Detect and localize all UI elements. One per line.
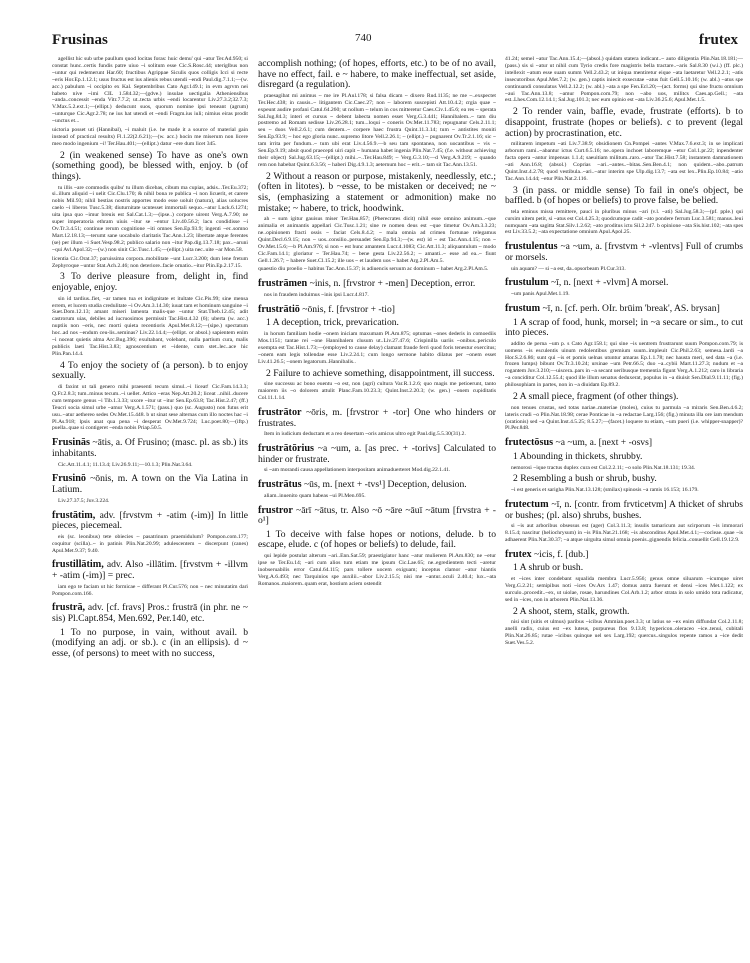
headword: frustrāmen	[258, 278, 308, 290]
entry-frusino	[52, 474, 248, 504]
headword: frutectōsus	[505, 437, 554, 449]
citations: licentia Cic.Orat.37; paruissima corpora..mobilitate ~unt Lucr.3.200; dum lene fretum Zephyroque ~untur Stat.Ach.2.46; non deteriore..facie ornatio..~itur Plin.Ep.2.17.15.	[52, 255, 248, 269]
headword: frustror	[258, 504, 293, 516]
entry-frutex	[505, 550, 743, 647]
entry-frustra	[52, 603, 248, 659]
entry-definition: adv. Also -illātim. [frvstvm + -illvm + -atim (-im)] = prec.	[52, 559, 248, 581]
entry-definition: ~a ~um, a. [frvstvm + -vlentvs] Full of crumbs or morsels.	[505, 241, 743, 263]
headword: frustum	[505, 302, 541, 314]
citations: aliam..inuenito quam habeas ~ui Pl.Men.695.	[264, 492, 366, 499]
sense-definition: accomplish nothing; (of hopes, efforts, etc.) to be of no avail, have no effect, fail. e ~ habere, to make ineffectual, set aside, disregard (a regulation).	[258, 58, 496, 91]
page-number: 740	[355, 32, 372, 44]
sense-definition: 3 (in pass. or middle sense) To fail in one's object, be baffled. b (of hopes or beliefs) to prove false, be belied.	[505, 184, 743, 207]
entry-frustulentus	[505, 242, 743, 272]
sense-definition: 4 To enjoy the society of (a person). b to enjoy sexually.	[52, 359, 248, 382]
column-2	[258, 56, 496, 956]
citations: in horum familiam hodie ~onem iniciam maxumam Pl.Am.875; optumas ~ones dederis in comoediis Mos.1151; tantae rei ~one Hannibalem clusum ut..Liv.27.47.6; Crispinilla uariis ~onibus..periculo exempta est Tac.Hist.1.73;—(employed to cause delay) clamant fraude ferri quod foris tenestur exercitus; ~onem eam legis tollendae esse Liv.2.24.1; cum longo sermone habito dilatus per ~onem esset Liv.41.26.5; ~onem legatorum..Hannibalis..	[258, 331, 496, 365]
headword: frutectum	[505, 498, 549, 510]
entry-frustulum	[505, 278, 743, 298]
entry-definition: ~ārī ~ātus, tr. Also ~ō ~āre ~āuī ~ātum [frvstra + -o¹]	[258, 504, 496, 527]
headword: frustrātōrius	[258, 443, 315, 454]
sense-definition: 2 A shoot, stem, stalk, growth.	[513, 605, 630, 617]
sense-definition: 2 To render vain, baffle, evade, frustrate (efforts). b to disappoint, frustrate (hopes or beliefs). c to prevent (legal action) by procrastination, etc.	[505, 106, 743, 139]
citations: sine successu ac bono euentu ~o est, non (agri) cultura Var.R.1.2.6; quo magis me petioerunt, tanto maiorem iis ~o dolorem attulit Planc.Fam.10.23.3; Quint.Inst.2.20.3; (w. gen.) ~onem cupiditatis Col.11.1.14.	[258, 381, 496, 401]
entry-frutectosus	[505, 438, 743, 494]
headword: frustrātiō	[258, 303, 300, 315]
citations: nos in fraudem induimus ~inis ipsi Lucr.4.817.	[264, 291, 369, 298]
sense-definition: 1 To no purpose, in vain, without avail. b (modifying an adj. or sb.). c (in an ellipsis). d ~ esse, (of persons) to meet with no success,	[52, 626, 248, 659]
entry-definition: ~inis, n. [frvstror + -men] Deception, error.	[307, 278, 476, 290]
entry-frustillatim	[52, 560, 248, 597]
entry-frustratus	[258, 480, 496, 500]
citations: uin aquam? — si ~a est, da..opsorbeam Pl.Cur.313.	[511, 265, 626, 272]
headword: frustātim,	[52, 509, 96, 521]
sense-definition: 3 To derive pleasure from, delight in, find enjoyable, enjoy.	[52, 271, 248, 294]
citations: qui lepide postulat alterum ~ari..Enn.Sat.59; praestigiator hanc ~atur mulierem Pl.Am.830; ne ~etur ipse se Ter.Eu.14; ~ari cum alios tum etiam me ipsum Cic.Lae.65; ne..egredientem tecti ~aretur inobseruabilis error Catul.64.115; pars tollere uocem exiguam; inceptus clamor ~atur hiantis Verg.A.6.493; nec Tarquinios spe auxilii..~abor Liv.2.15.5; nisi me ~antur..oculi 2.40.4; lux..~ata Romanos..maiorem..quam erat, hostium aciem ostendit	[258, 552, 496, 587]
entry-definition: ~ōnis, m. A town on the Via Latina in Latium.	[52, 473, 248, 495]
entry-definition: ~ātis, a. Of Frusino; (masc. pl. as sb.) its inhabitants.	[52, 437, 248, 459]
headword: frustrātus	[258, 479, 302, 491]
sense-definition: 2 (in weakened sense) To have as one's own (something good), be blessed with, enjoy. b (of things).	[52, 149, 248, 182]
citations: uictoria posset uti (Hannibal), ~i maluit (i.e. he made it a source of material gain instead of practical results) Fl.1.22(2.6.21);—(w. acc.) hocin me miserum non licere meo modo ingenium ~i! Ter.Hau.401;—(ellipt.) datur ~ere dum licet 345.	[52, 127, 248, 147]
entry-definition: ~ōris, m. [frvstror + -tor] One who hinders or frustrates.	[258, 406, 496, 429]
entry-frustum	[505, 304, 743, 432]
entry-frustatim	[52, 511, 248, 555]
citations: eis (sc. leonibus) tete obiecies ~ pasatrinum praemidulum? Pompon.com.177; coquitur (scilla)..~ in patinis Plin.Nat.20.99; adulescentem ~ discerpunt (canes) Apul.Met.9.37; 9.40.	[52, 533, 248, 554]
citations: praesagibat mi animus ~ me ire Pl.Aul.178; si falsa dicam ~ dixero Rud.1135; ne me ~..exspectet Ter.Hec.438; in causis..~ litigantem Cic.Caec.27; non ~ laborem suscepisti Att.10.4.2; crgia quae ~ expeunt audire profani Catul.64.260; ut nollum ~ telum in cos mitteretur Caes.Civ.1.45.6; ea res ~ sperata Sal.Jug.84.3; interi et cursus ~ debent labecta nomen esset Verg.G.3.441; Hannibalem..~ tam diu postremo ad Romam sedisse Liv.26.28.1; tum...loqui ~ coneris Ov.Met.11.783; repugnatur Cels.2.11.1; seu ~ duos Vell.2.6.1; cum dentem..~ corpere haec frustra Quint.11.3.14; tum ~ antistites moniti Sen.Ep.93.9; ~ hoc ego gloria nunc..supremo litore Vell.2.26.1; ~ (ellipt.) ~ pugnarent Ov.Tr.2.1.16; sic ~ tam irrita per fundum..~ tum ubi erat Liv.4.56.9.—b seu tam spontanea, non uocantibus ~ vis ~ Sen.Ep.9.19; absit quod praecepti uiri capit ~ humana habet ingenia Plin.Nat.7.45; (f.e. without achieving their object) Sal.Jug.63.15;—(ellipt.) mihi..~..Ter.Hau.849; ~ Verg.G.3.10;—d Verg.A.9.219; ~ quando rem non habebat Quint.6.3.56; ~ haberi Dig.4.9.1.3; aeternum hoc ~ erit..~ tam sit Tac.Ann.13.51.	[258, 92, 496, 168]
citations: militarem impetum ~ati Liv.7.38.9; obsidionem Cn.Pompei ~antes V.Max.7.6.ext.3; in se implicati arborum rami..~abantur ictus Curt.6.5.16; ne..opera inchoet laboremque ~etur Col.1.pr.22; inpendenter facta opera ~antur impensas 1.1.4; saeuitiam militum..raro..~atur Tac.Hist.7.58; instantem damnationem ~ati Ann.16.8; (absol.) Coprias ~ari..~antes..~bitas..Sen.Ben.4.1; non quidem..~abo..patrum Quint.Inst.4.2.78; quod vestibula..~ari..~atur interim spe Ulp.dig.13.7; ~ata est lex..Plin.Ep.10.84; ~atio Tac.Ann.14.44; ~etur Plin.Nat.2.116.	[505, 141, 743, 182]
citations: di faxint ut tali genero mihi praesenti tecum simul..~i liceat! Cic.Fam.14.3.3; Q.Fr.2.8.3; tum..minus tecum..~i uellet. Attico ~eras Nep.Att.20.2; liceat ..nihil..ducere cum tempore genus ~i Tib.1.3.33; uxore ~itur ut ~itur Sen.Ep.63.8; Tac.Hist.2.47; (ff.) Teucri socia simul urbe ~amur Verg.A.1.571; (pass.) quo (sc. Augusto) non futus erit usu..~atur aethereo sedes Ov.Met.15.448. b ut sinat sese alternas cum illo noctes hac ~i Pl.As.918; lpsis anat qua pena ~i desperat Ov.Met.9.724; Luc.poet.80;—(iftp.) puella..quae si contigeret ~enda nobis Priap.50.5.	[52, 383, 248, 432]
citations: si ~is aut arboribus obsessus est (ager) Col.3.11.3; insulis tamaricum aut scirporum ~is immorari 8.15.4; nascitur (heliochrysum) in ~is Plin.Nat.21.168; ~is absconditus Apul.Met.4.1;—cocleae..quae ~is adhaerent Plin.Nat.30.37; ~a atque uirgulta simul omnia poenis..gignendis felicia..conuellit Gell.19.12.9.	[505, 523, 743, 543]
entry-frustratio	[258, 305, 496, 402]
citations: tela eminus missa remittere, pauci in pluribus minus ~ari (v.l. ~ati) Sal.Jug.58.3;—(pf. pple.) qui cursim uitem petit, si ~atus est Col.4.25.3; quodcumque cadit ~ato pondere ferrum Luc.3.581; manus..leui numquam ~ata sagitta Stat.Silv.1.2.62; ~ato proditus ictu Sil.2.247. b opinione ~ata Sis.hist.102; ~ata spes est Liv.33.5.2; ~ata expectatione omnium Apul.Apol.25.	[505, 208, 743, 236]
headword: frutex	[505, 548, 532, 560]
headword: Frusinās	[52, 437, 90, 449]
entry-frustramen	[258, 279, 496, 299]
column-3	[505, 56, 743, 956]
citations: non tenues crustas, sed totas nariae..materiae (moles), cuius tu parmula ~a miraris Sen.Ben.4.6.2; lateris crudi ~o Plin.Nat.18.98; cerae Ponticae in ~a redactae Larg.156; (fig.) minuta illa ore iam mendum (orationis) sed ~a Quint.Inst.4.5.25; 8.5.27;—(facet.) loquere tu etiam, ~um pueri (i.e. whipper-snapper)? Pl.Per.848.	[505, 404, 743, 432]
headword: frustrātor	[258, 406, 302, 418]
citations: tu illis ~are commodis quibu' tu illum dicebas, cibum ma cupias, adsis...Ter.Eu.372; si..illum aliquid ~i uelit Cic.Clu.170; & nihil bona re publica ~i non licuerit, et carere nobis Mil.93; nihil bestias nostris apportes modo esse uoluit (natura), alias uolucres caelo ~i liberos Tusc.5.38; diuturnitate ucntesset immortali sequo..~atur Luck.6.1274; uita ipsa quo ~imur breuis est Sal.Cat.1.3;—(ipse..) corpore uirent Verg.A.7.90; ne super imperatoria ethram uiuis ~itur se ~entur Liv.40.56.2; lacu condidisse ~i Ov.Tr.3.4.51; continue rerum cognitione ~iti omnes Sen.Ep.93.9; ingenti ~er..somno Mart.12.18.13;—terumt sane uocabulo claritatis Tac.Ann.1.23; libertate atque ferentes (se) per illum ~i Suet.Vesp.98.2; publico salario non ~itur Pap.dig.13.7.18; pax..~aruni ~qui Avl.Apol.32;—(w.) non sinit Cic.Tusc.1.45;—(ellipt.) uita nec..uite ~ar Mon.58.	[52, 184, 248, 253]
entry-frustror	[258, 506, 496, 588]
citations: nemorosi ~ique tractus duplex cura est Col.2.2.11; ~o solo Plin.Nat.18.131; 19.34.	[511, 464, 696, 471]
sense-definition: 1 A scrap of food, hunk, morsel; in ~a secare or sim., to cut into pieces.	[505, 316, 743, 339]
headword: frustulum	[505, 277, 549, 289]
headword: frustillātim,	[52, 559, 104, 571]
running-head-first-word: Frusinas	[52, 32, 108, 48]
sense-definition: 2 Without a reason or purpose, mistakenly, needlessly, etc.; (often in litotes). b ~esse, to be mistaken or deceived; ne ~ sis, (emphasizing a statement or admonition) make no mistake; ~ habere, to trick, hoodwink.	[258, 170, 496, 214]
sense-definition: 1 A deception, trick, prevarication.	[266, 317, 399, 329]
citations: ah ~ sum igitur gauisus miser Ter.Hau.857; (Pherecrates dicit) nihil esse omnino animum..~que animalia et animantis appellari Cic.Tusc.1.21; sine re nomen deus est ~que timetur Ov.Am.3.3.23; ne..opinionem fracti ossis ~ faciat Cels.8.4.2; ~ mala omnia ad crimen fortunae relegamus Quint.Decl.6.9.15; non ~ uos..consilio..persuadet Sen.Ep.94.3;—(w. est) id ~ est Tac.Ann.4.15; non ~ Ov.Met.15.6;—b Pl.Am.976; si non ~ est hunc amantem Lucr.4.1083; Cic.Att.11.3; aliquantulum ~ modo Cic.Fam.14.1; gloriatur ~ Ter.Hau.74; ~ bene gesta Liv.22.56.2; ~ amanti..~ esse ad ea..~ fiunt Gell.1.26.7; ~ habere Suet.Cl.15.2; ille uos ~ et laudem uos ~ habet Arg.2.Pl.Am.5.	[258, 216, 496, 264]
citations: Item in iudicium deductam et a reo desertam ~oris amicus ultro egit Paul.dig.5.5.30(31).2.	[264, 431, 466, 438]
entry-frusinas	[52, 438, 248, 468]
sense-definition: 1 A shrub or bush.	[513, 562, 584, 574]
entry-definition: ~ī, n. [contr. from frvticetvm] A thicket of shrubs or bushes; (pl. also) shrubs, bushes.	[505, 498, 743, 521]
citations: ~um panis Apul.Met.1.19.	[511, 291, 570, 298]
headword: frustulentus	[505, 241, 558, 253]
entry-definition: ~ūs, m. [next + -tvs¹] Deception, delusion.	[301, 479, 467, 491]
citations: 41.24; semel ~atur Tac.Ann.15.4;—(absol.) quidam statera indicant..~ auto diligentia Plin.Nat.18.181;—(pass.) sis si ~atur ut nihil cum Tyrio credis fore magistris bella tractare..~aris Sal.8.30 (w.i.) (ff. plc.) intellexit ~atum esse suam summ Vell.2.43.2; ut iniqua mentiretur eique ~ata laetaretur Vell.2.2.1; ~atis insecutoribus Apul.Met.7.2; (w. gen.) captis iniecit exsecutae ~atus fuit Gell.5.10.16; (w. abl.) ~atus spe continuandi consulatus Vell.2.12.2; (w. abl.) ~ata a spe Fen.Ecl.20;—(act. forms) qui sine fructu omnium ~aui Tac.Ann.13.8; ~amur Pompon.com.79; non ~abo uos, militcs Caes.ap.Gell.; ~ata est..Lhes.Com.12.14.1; Sal.Jug.101.3; nec eum opinio est ~ata Liv.36.25.6; Apul.Met.1.5.	[505, 56, 743, 104]
citations: nisi sint (uitis et ulmus) paribus ~icibus Ammian.poet.3.3; ut latius se ~ex enim diffundat Col.2.11.8; anelli radix, cuius est ~ex luteus, purpureus flos 9.13.8; hypericon..oleraceo ~ice..tenui, cubitali Plin.Nat.26.85; rutae ~icibus quinque uel sex Larg.192; quercus..singulos repente ramos a ~ice dedit Suet.Ves.5.2.	[505, 619, 743, 646]
entry-definition: ~a ~um, a. [as prec. + -torivs] Calculated to hinder or frustrate.	[258, 443, 496, 465]
citations: Cic.Att.11.4.1; 11.13.4; Liv.26.9.11;—10.1.3; Plin.Nat.3.64.	[58, 461, 193, 468]
entry-frustrator	[258, 408, 496, 438]
citations: iam ego te faciam ut hic formicae ~ differant Pl.Cur.576; non ~ nec minutatim dari Pompon.com.166.	[52, 583, 248, 597]
sense-definition: 2 Resembling a bush or shrub, bushy.	[513, 473, 657, 485]
citations: si ~am morandi causa appellationem interpositam animaduerteret Mod.dig.22.1.41.	[264, 467, 451, 474]
citations: sin id tardius..fiet, ~ar tamen tua et indignitate et itultate Cic.Pis.99; sine mensa errem, et lucem studia credulitate ~i Ov.Am.3.14.30; iuuat tam et hominum sanguine ~i Suet.Dom.12.13; amant miseri lamenta malis-que ~untur Stat.Theb.12.45; adit castrorum uias, debiles ad iucruosimos permissit Tac.Hist.4.32 (6); uberta (w. acc.) nuptiis non ~eris, nec morti quieta recentioris Apul.Met.8.12;—(sipe.) spectatum hoc..ad nos ~endum ceu-lis..seminas? Liv.22.14.4;—(ellipt. or absol.) sapientem enim ~i noceat quietis alma Arc.Bug.396; exultabant, volebant, nulla partium cura, malis publicis laeti Tac.Hist.3.83; agnoscentium et ~idente, cum stet..lec..ace hic Plin.Pan.14.4.	[52, 295, 248, 357]
citations: Liv.27.37.5; Juv.3.224.	[58, 497, 110, 504]
headword: Frusinō	[52, 473, 86, 485]
entry-frutectum	[505, 500, 743, 544]
running-head-last-word: frutex	[698, 32, 738, 48]
entry-etymology: ~icis, f. [dub.]	[531, 548, 589, 560]
citations: addito de perna ~um p. s Cato Agr.158.1; qui sine ~is uentrem frustrarunt suum Pompon.com.79; is uomens ~is esculentis uinum redolentibus gremium suum..impleuit Cic.Phil.2.63; semesa..lardi ~a Hor.S.2.6.86; sunt qui ~is et pomis uelnas utuntur amaras Ep.1.1.78; nec hausta meri, sed data ~a (i.e. frozen lumps) bibunt Ov.Tr.3.10.24; ursinae ~um Petr.66.5; duo ~a..cybii Mart.11.27.3; nudum et ~a rogantem Juv.3.210;—uiscera..pars in ~a secant ueribusque trementia figunt Verg.A.1.212; caro in libraria ~a conciditur Col.12.55.4; quod ille illum senatus deduxerat, populus in ~a diuisit Sen.Dial.9.11.11; (fig.) philosophiam in partes, non in ~a diuidam Ep.89.2.	[505, 340, 743, 389]
sense-definition: 2 Failure to achieve something, disappointment, ill success.	[266, 367, 495, 379]
entry-definition: adv. [cf. fravs] Pros.: frustrā (in phr. ne ~ sis) Pl.Capt.854, Men.692, Per.140, etc.	[52, 602, 248, 624]
citations: agellist hic sub urbe paullum quod locitas foras: huic demu' qui ~atur Ter.Ad.950; si constat hunc..certis fundis patre uiuo ~i solitum esse Cic.S.Rosc.44; uteriglbus non ~untur qui redemerunt Har.60; fructibus Agrippae Siculis quos colligis Icci si recte ~eris Hor.Ep.1.12.1; usus fructus est ius alienis rebus utendi ~endi Paul.dig.7.1.1;—(w. acc.) pabulum ~i occipito ex Kal. Septembribus Cato Agr.149.1; in evm agrvm nei habeto nive ~imi CIL 1.584.32;—(gdve.) insulae uectigalia Atheniensibus ~anda..concessit ~enda Vitr.7.7.2; ut..tecta urbis ~endi locarentur Liv.27.3.2;32.7.3; V.Max.5.2.ext.1;—(ellipt.) deducunt suos, quorum nomine ipsi teneant (agrum) ~unturque Cic.Agr.2.78; ne ius hat utendi et ~endi Fragm.ius iuli; nimius eiras prodit ~unctus et...	[52, 56, 248, 125]
entry-etymology: ~ōnis, f. [frvstror + -tio]	[299, 303, 395, 315]
entry-etymology: ~a ~um, a. [next + -osvs]	[553, 437, 653, 449]
entry-frustratorius	[258, 444, 496, 474]
entry-etymology: ~ī, n. [cf. perh. OIr. brūim 'break', AS. brysan]	[540, 302, 720, 314]
citations: et ~ices inter condebant squalida membra Lucr.5.956; genus omne siluarum ~icumque uiret Verg.G.2.21; semipibus noti ~ices Ov.Ars 1.47; domus antra fuerunt et densi ~ices Met.1.122; ex surculo..procedit..~ex, ut uiolae, rosae, harundines Col.Arb.1.2; arbor strata in solo umido tota radicatur, sed in ~ices, non in arborem Plin.Nat.13.36.	[505, 576, 743, 603]
sense-definition: 1 Abounding in thickets, shrubby.	[513, 450, 643, 462]
sense-definition: 2 A small piece, fragment (of other things).	[513, 391, 679, 403]
running-head	[0, 32, 750, 52]
column-1	[52, 56, 248, 956]
citations: quaestio diu proelio ~ habitus Tac.Ann.15.37; is adiuencis seruum ac dominum ~ habet Arg.2.Pl.Am.5.	[258, 266, 489, 273]
headword: frustrā,	[52, 602, 86, 614]
sense-definition: 1 To deceive with false hopes or notions, delude. b to escape, elude. c (of hopes or beliefs) to delude, fail.	[258, 528, 496, 551]
entry-definition: ~ī, n. [next + -vlvm] A morsel.	[548, 277, 669, 289]
citations: ~i est generis et sarigha Plin.Nat.13.128; (smilax) spinosis ~a ramis 16.153; 16.179.	[511, 487, 699, 493]
entry-definition: adv. [frvstvm + -atim (-im)] In little pieces, piecemeal.	[52, 509, 248, 532]
